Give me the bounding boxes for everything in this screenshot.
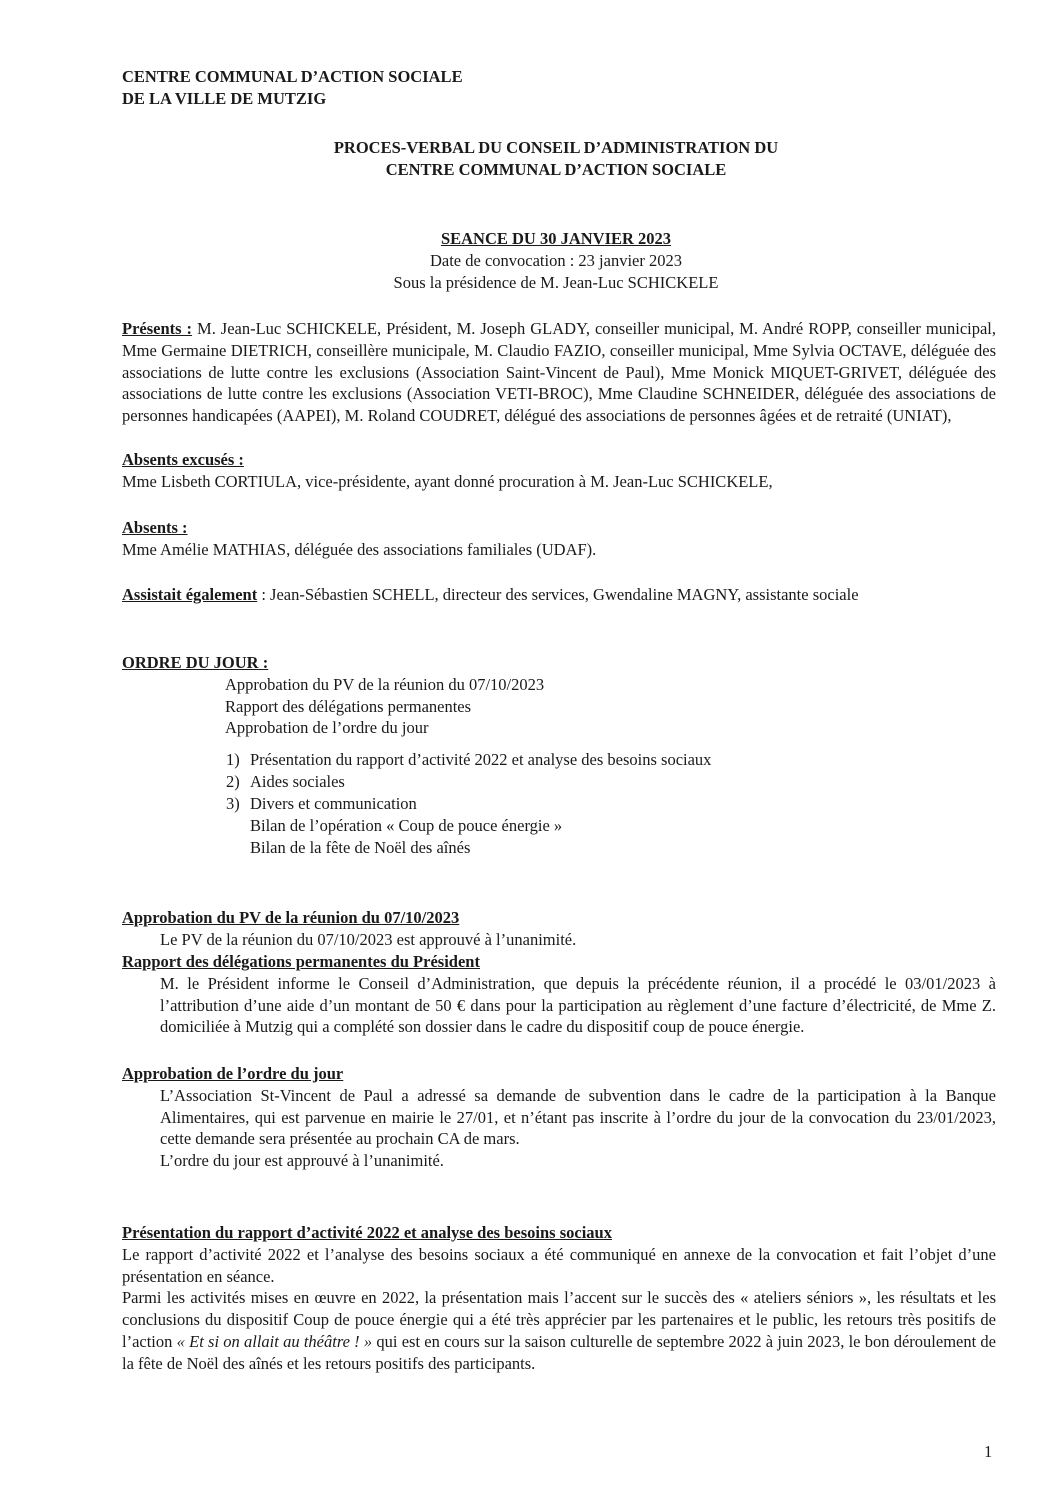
section-presentation-text-2: [122, 1287, 996, 1374]
assistait-label: Assistait également: [122, 585, 258, 604]
absents: [122, 517, 996, 561]
absents-excuses: [122, 449, 996, 493]
presentation-text-part-a: Parmi les activités mises en œuvre en 2022, la présentation mais l’accent sur le succès des « ateliers séniors », les résultats et les conclusions du dispositif Coup de pouce énergie qui a été très apprécier par les partenaires et le public, les retours très positifs de l’action: [122, 1288, 996, 1351]
presidence: Sous la présidence de M. Jean-Luc SCHICKELE: [393, 273, 719, 292]
section-ordre-text: L’Association St-Vincent de Paul a adressé sa demande de subvention dans le cadre de la participation à la Banque Alimentaires, qui est parvenue en mairie le 27/01, et n’étant pas inscrite à l’ordre du jour de la convocation du 23/01/2023, cette demande sera présentée au prochain CA de mars.: [160, 1085, 996, 1149]
page-number: 1: [984, 1442, 993, 1461]
agenda-item: [226, 749, 711, 771]
presentation-text-part-b: qui est en cours sur la saison culturelle de septembre 2022 à juin 2023, le bon déroulement de la fête de Noël des aînés et les retours positifs des participants.: [122, 1331, 996, 1373]
presents-paragraph: [122, 318, 996, 427]
section-rapport: [122, 951, 996, 1038]
section-pv-heading: Approbation du PV de la réunion du 07/10/2023: [122, 908, 460, 927]
agenda-item: [226, 771, 711, 793]
title-line-2: CENTRE COMMUNAL D’ACTION SOCIALE: [385, 160, 727, 179]
section-pv: [122, 907, 996, 951]
agenda-pre-item: Rapport des délégations permanentes: [225, 696, 472, 716]
agenda-pre-item: Approbation de l’ordre du jour: [225, 718, 429, 737]
agenda-sub-item: Bilan de l’opération « Coup de pouce énergie »: [250, 816, 563, 835]
agenda-label: ORDRE DU JOUR :: [122, 653, 269, 672]
convocation-date: Date de convocation : 23 janvier 2023: [429, 251, 682, 270]
agenda-item: [226, 793, 711, 815]
presents-text: M. Jean-Luc SCHICKELE, Président, M. Joseph GLADY, conseiller municipal, M. André ROPP, conseiller municipal, Mme Germaine DIETRICH, conseillère municipale, M. Claudio FAZIO, conseiller municipal, Mme Sylvia OCTAVE, déléguée des associations de lutte contre les exclusions (Association Saint-Vincent de Paul), Mme Monick MIQUET-GRIVET, déléguée des associations de lutte contre les exclusions (Association VETI-BROC), Mme Claudine SCHNEIDER, déléguée des associations de personnes handicapées (AAPEI), M. Roland COUDRET, délégué des associations de personnes âgées et de retraité (UNIAT),: [122, 319, 997, 426]
excuses-text: Mme Lisbeth CORTIULA, vice-présidente, ayant donné procuration à M. Jean-Luc SCHICKELE,: [122, 471, 773, 491]
section-presentation-heading: Présentation du rapport d’activité 2022 et analyse des besoins sociaux: [122, 1223, 612, 1242]
agenda-list: [226, 749, 711, 859]
section-rapport-heading: Rapport des délégations permanentes du Président: [122, 952, 480, 971]
organization-name: [122, 66, 463, 110]
agenda-pre-item: Approbation du PV de la réunion du 07/10/2023: [225, 675, 545, 694]
section-presentation: [122, 1222, 996, 1375]
seance-info: [200, 228, 912, 294]
section-presentation-text-1: Le rapport d’activité 2022 et l’analyse des besoins sociaux a été communiqué en annexe de la convocation et fait l’objet d’une présentation en séance.: [122, 1244, 996, 1286]
section-ordre-heading: Approbation de l’ordre du jour: [122, 1064, 344, 1083]
absents-text: Mme Amélie MATHIAS, déléguée des associations familiales (UDAF).: [122, 539, 597, 559]
agenda-item-text: Divers et communication: [250, 794, 417, 813]
section-pv-text: Le PV de la réunion du 07/10/2023 est approuvé à l’unanimité.: [160, 929, 577, 949]
assistait-paragraph: [122, 584, 996, 606]
agenda-item-number: 1): [226, 750, 240, 769]
org-line-2: DE LA VILLE DE MUTZIG: [122, 89, 327, 108]
agenda-item-text: Présentation du rapport d’activité 2022 et analyse des besoins sociaux: [250, 750, 712, 769]
agenda-item-number: 3): [226, 794, 240, 813]
agenda-sub-item: Bilan de la fête de Noël des aînés: [250, 838, 471, 857]
agenda-heading: [122, 652, 996, 674]
section-ordre: [122, 1063, 996, 1172]
title-line-1: PROCES-VERBAL DU CONSEIL D’ADMINISTRATION DU: [333, 138, 779, 157]
document-title: [200, 137, 912, 181]
agenda-item-number: 2): [226, 772, 240, 791]
absents-label: Absents :: [122, 518, 188, 537]
agenda-item-text: Aides sociales: [250, 772, 345, 791]
seance-title: SEANCE DU 30 JANVIER 2023: [440, 229, 672, 248]
section-rapport-text: M. le Président informe le Conseil d’Administration, que depuis la précédente réunion, il a procédé le 03/01/2023 à l’attribution d’une aide d’un montant de 50 € dans pour la participation au règlement d’une facture d’électricité, de Mme Z. domiciliée à Mutzig qui a complété son dossier dans le cadre du dispositif coup de pouce énergie.: [160, 973, 996, 1037]
theatre-action-title: « Et si on allait au théâtre ! »: [176, 1331, 373, 1351]
agenda-preliminary: [225, 674, 544, 739]
section-ordre-conclusion: L’ordre du jour est approuvé à l’unanimité.: [160, 1151, 444, 1171]
excuses-label: Absents excusés :: [122, 450, 244, 469]
presents-label: Présents :: [122, 319, 193, 338]
org-line-1: CENTRE COMMUNAL D’ACTION SOCIALE: [122, 67, 463, 86]
assistait-text: : Jean-Sébastien SCHELL, directeur des services, Gwendaline MAGNY, assistante sociale: [257, 585, 859, 604]
